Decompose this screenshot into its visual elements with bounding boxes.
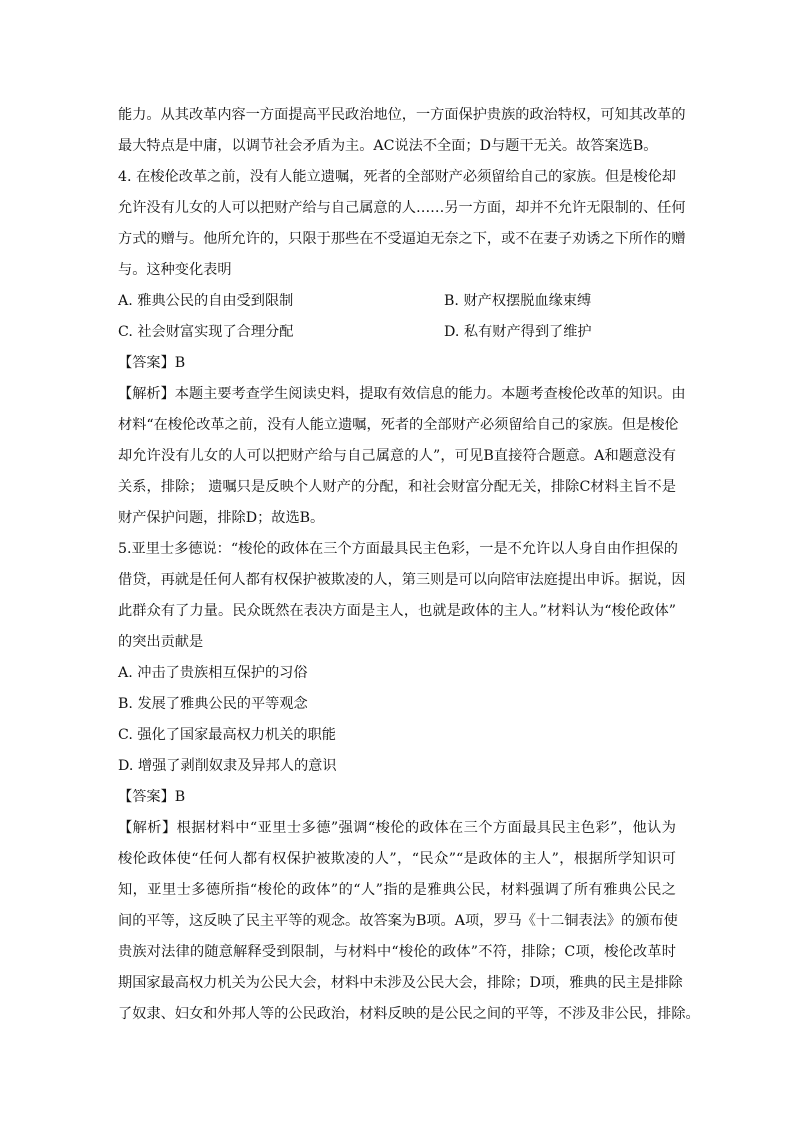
option-a: A. 冲击了贵族相互保护的习俗 <box>118 665 308 681</box>
question-5-stem: 5.亚里士多德说：“梭伦的政体在三个方面最具民主色彩，一是不允许以人身自由作担保的 <box>118 541 678 557</box>
question-4-stem: 与。这种变化表明 <box>118 262 232 278</box>
option-b: B. 财产权摆脱血缘束缚 <box>444 293 592 309</box>
option-a: A. 雅典公民的自由受到限制 <box>118 293 294 309</box>
question-4-stem: 方式的赠与。他所允许的，只限于那些在不受逼迫无奈之下，或不在妻子劝诱之下所作的赠 <box>118 231 686 247</box>
option-c: C. 强化了国家最高权力机关的职能 <box>118 727 336 743</box>
option-b: B. 发展了雅典公民的平等观念 <box>118 696 308 712</box>
analysis-line: 【解析】本题主要考查学生阅读史料，提取有效信息的能力。本题考查梭伦改革的知识。由 <box>118 386 686 402</box>
analysis-line: 期国家最高权力机关为公民大会，材料中未涉及公民大会，排除；D项，雅典的民主是排除 <box>118 975 683 991</box>
question-4-stem: 允许没有儿女的人可以把财产给与自己属意的人……另一方面，却并不允许无限制的、任何 <box>118 200 686 216</box>
analysis-line: 梭伦政体使“任何人都有权保护被欺凌的人”，“民众”“是政体的主人”，根据所学知识可 <box>118 851 676 867</box>
paragraph-line: 能力。从其改革内容一方面提高平民政治地位，一方面保护贵族的政治特权，可知其改革的 <box>118 107 686 123</box>
question-4-stem: 4. 在梭伦改革之前，没有人能立遗嘱，死者的全部财产必须留给自己的家族。但是梭伦却 <box>118 169 676 185</box>
option-d: D. 私有财产得到了维护 <box>444 324 592 340</box>
answer-label: 【答案】B <box>118 355 186 371</box>
analysis-line: 【解析】根据材料中“亚里士多德”强调“梭伦的政体在三个方面最具民主色彩”，他认为 <box>118 820 676 836</box>
analysis-line: 材料“在梭伦改革之前，没有人能立遗嘱，死者的全部财产必须留给自己的家族。但是梭伦 <box>118 417 679 433</box>
analysis-line: 知，亚里士多德所指“梭伦的政体”的“人”指的是雅典公民，材料强调了所有雅典公民之 <box>118 882 676 898</box>
analysis-line: 贵族对法律的随意解释受到限制，与材料中“梭伦的政体”不符，排除；C项，梭伦改革时 <box>118 944 676 960</box>
analysis-line: 了奴隶、妇女和外邦人等的公民政治，材料反映的是公民之间的平等，不涉及非公民，排除。 <box>118 1006 700 1022</box>
analysis-line: 却允许没有儿女的人可以把财产给与自己属意的人”，可见B直接符合题意。A和题意没有 <box>118 448 676 464</box>
option-c: C. 社会财富实现了合理分配 <box>118 324 294 340</box>
analysis-line: 关系，排除； 遗嘱只是反映个人财产的分配，和社会财富分配无关，排除C材料主旨不是 <box>118 479 676 495</box>
answer-label: 【答案】B <box>118 789 186 805</box>
analysis-line: 间的平等，这反映了民主平等的观念。故答案为B项。A项，罗马《十二铜表法》的颁布使 <box>118 913 678 929</box>
analysis-line: 财产保护问题，排除D；故选B。 <box>118 510 325 526</box>
question-5-stem: 的突出贡献是 <box>118 634 204 650</box>
paragraph-line: 最大特点是中庸，以调节社会矛盾为主。AC说法不全面；D与题干无关。故答案选B。 <box>118 138 658 154</box>
option-d: D. 增强了剥削奴隶及异邦人的意识 <box>118 758 337 774</box>
question-5-stem: 借贷，再就是任何人都有权保护被欺凌的人，第三则是可以向陪审法庭提出申诉。据说，因 <box>118 572 686 588</box>
question-5-stem: 此群众有了力量。民众既然在表决方面是主人，也就是政体的主人。”材料认为“梭伦政体” <box>118 603 676 619</box>
